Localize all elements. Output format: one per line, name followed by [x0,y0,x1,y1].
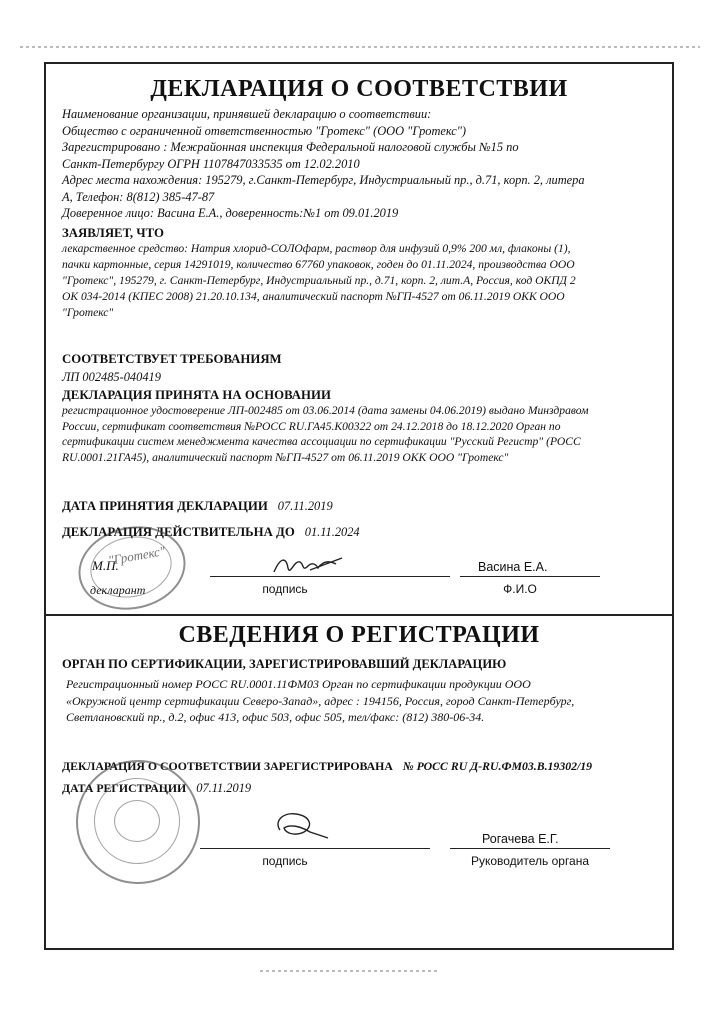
mp-label: М.П. [92,558,119,573]
cert-body-line: Регистрационный номер РОСС RU.0001.11ФМ03 Орган по сертификации продукции ООО [66,677,531,691]
signature-caption: подпись [262,582,308,596]
registered-number: № РОСС RU Д-RU.ФМ03.В.19302/19 [402,759,593,773]
product-line: "Гротекс", 195279, г. Санкт-Петербург, Индустриальный пр., д.71, корп. 2, лит.А, Россия, код ОКПД 2 [62,274,576,287]
accept-date-label: ДАТА ПРИНЯТИЯ ДЕКЛАРАЦИИ [62,499,268,513]
organization-block [62,106,662,222]
basis-block [62,403,662,465]
head-caption: Руководитель органа [470,854,590,868]
valid-until-value: 01.11.2024 [304,525,360,539]
basis-line: сертификации систем менеджмента качества ассоциации по сертификации "Русский Регистр" (РОСС [62,435,581,448]
signer-name: Васина Е.А. [478,560,548,574]
registration-title: СВЕДЕНИЯ О РЕГИСТРАЦИИ [178,622,540,648]
valid-until-label: ДЕКЛАРАЦИЯ ДЕЙСТВИТЕЛЬНА ДО [62,525,295,539]
basis-line: регистрационное удостоверение ЛП-002485 от 03.06.2014 (дата замены 04.06.2019) выдано Минздравом [62,404,589,417]
declares-heading: ЗАЯВЛЯЕТ, ЧТО [62,226,164,240]
head-signature-line [200,848,430,849]
org-line: Общество с ограниченной ответственностью "Гротекс" (ООО "Гротекс") [62,123,467,138]
org-line: Зарегистрировано : Межрайонная инспекция Федеральной налоговой службы №15 по [62,140,519,154]
head-name-line [450,848,610,849]
accept-date-row [62,497,333,515]
scan-noise-bottom [260,970,440,972]
registration-date-value: 07.11.2019 [196,781,252,795]
cert-body-line: Светлановский пр., д.2, офис 413, офис 503, офис 505, тел/факс: (812) 380-06-34. [66,710,485,724]
product-line: "Гротекс" [62,306,114,319]
cert-body-block [66,676,666,726]
basis-line: RU.0001.21ГА45), аналитический паспорт №ГП-4527 от 06.11.2019 ОКК ООО "Гротекс" [62,450,509,464]
basis-line: России, сертификат соответствия №РОСС RU.ГА45.К00322 от 24.12.2018 до 18.12.2020 Орган по [62,419,561,433]
head-name: Рогачева Е.Г. [482,832,559,846]
org-line: Адрес места нахождения: 195279, г.Санкт-Петербург, Индустриальный пр., д.71, корп. 2, литера [62,173,585,187]
certification-stamp-center [114,800,160,842]
cert-body-line: «Окружной центр сертификации Северо-Запад», адрес : 194156, Россия, город Санкт-Петербург, [66,693,575,708]
product-block [62,241,662,321]
scan-noise-top [20,46,700,48]
registered-label: ДЕКЛАРАЦИЯ О СООТВЕТСТВИИ ЗАРЕГИСТРИРОВАНА [62,759,393,773]
signature-line [210,576,450,577]
stamp-company-name: "Гротекс" [107,543,167,568]
org-line: Санкт-Петербургу ОГРН 1107847033535 от 12.02.2010 [62,156,360,171]
declaration-title: ДЕКЛАРАЦИЯ О СООТВЕТСТВИИ [150,76,568,102]
org-line: А, Телефон: 8(812) 385-47-87 [62,189,215,204]
org-line: Доверенное лицо: Васина Е.А., доверенность:№1 от 09.01.2019 [62,206,399,220]
org-line: Наименование организации, принявшей декларацию о соответствии: [62,107,432,121]
product-line: лекарственное средство: Натрия хлорид-СОЛОфарм, раствор для инфузий 0,9% 200 мл, флаконы (1), [62,242,571,255]
registration-date-label: ДАТА РЕГИСТРАЦИИ [62,781,187,795]
complies-heading: СООТВЕТСТВУЕТ ТРЕБОВАНИЯМ [62,352,282,366]
product-line: ОК 034-2014 (КПЕС 2008) 21.20.10.134, аналитический паспорт №ГП-4527 от 06.11.2019 ОКК ООО [62,290,565,303]
cert-body-heading: ОРГАН ПО СЕРТИФИКАЦИИ, ЗАРЕГИСТРИРОВАВШИЙ ДЕКЛАРАЦИЮ [62,657,507,671]
complies-value: ЛП 002485-040419 [62,370,161,384]
head-signature-icon [270,808,334,844]
basis-heading: ДЕКЛАРАЦИЯ ПРИНЯТА НА ОСНОВАНИИ [62,388,331,402]
section-divider [44,614,674,616]
declarant-label: декларант [90,583,146,597]
accept-date-value: 07.11.2019 [277,499,333,513]
head-signature-caption: подпись [262,854,308,868]
fio-caption: Ф.И.О [503,582,537,596]
product-line: пачки картонные, серия 14291019, количество 67760 упаковок, годен до 01.11.2024, производства ООО [62,258,575,271]
fio-line [460,576,600,577]
